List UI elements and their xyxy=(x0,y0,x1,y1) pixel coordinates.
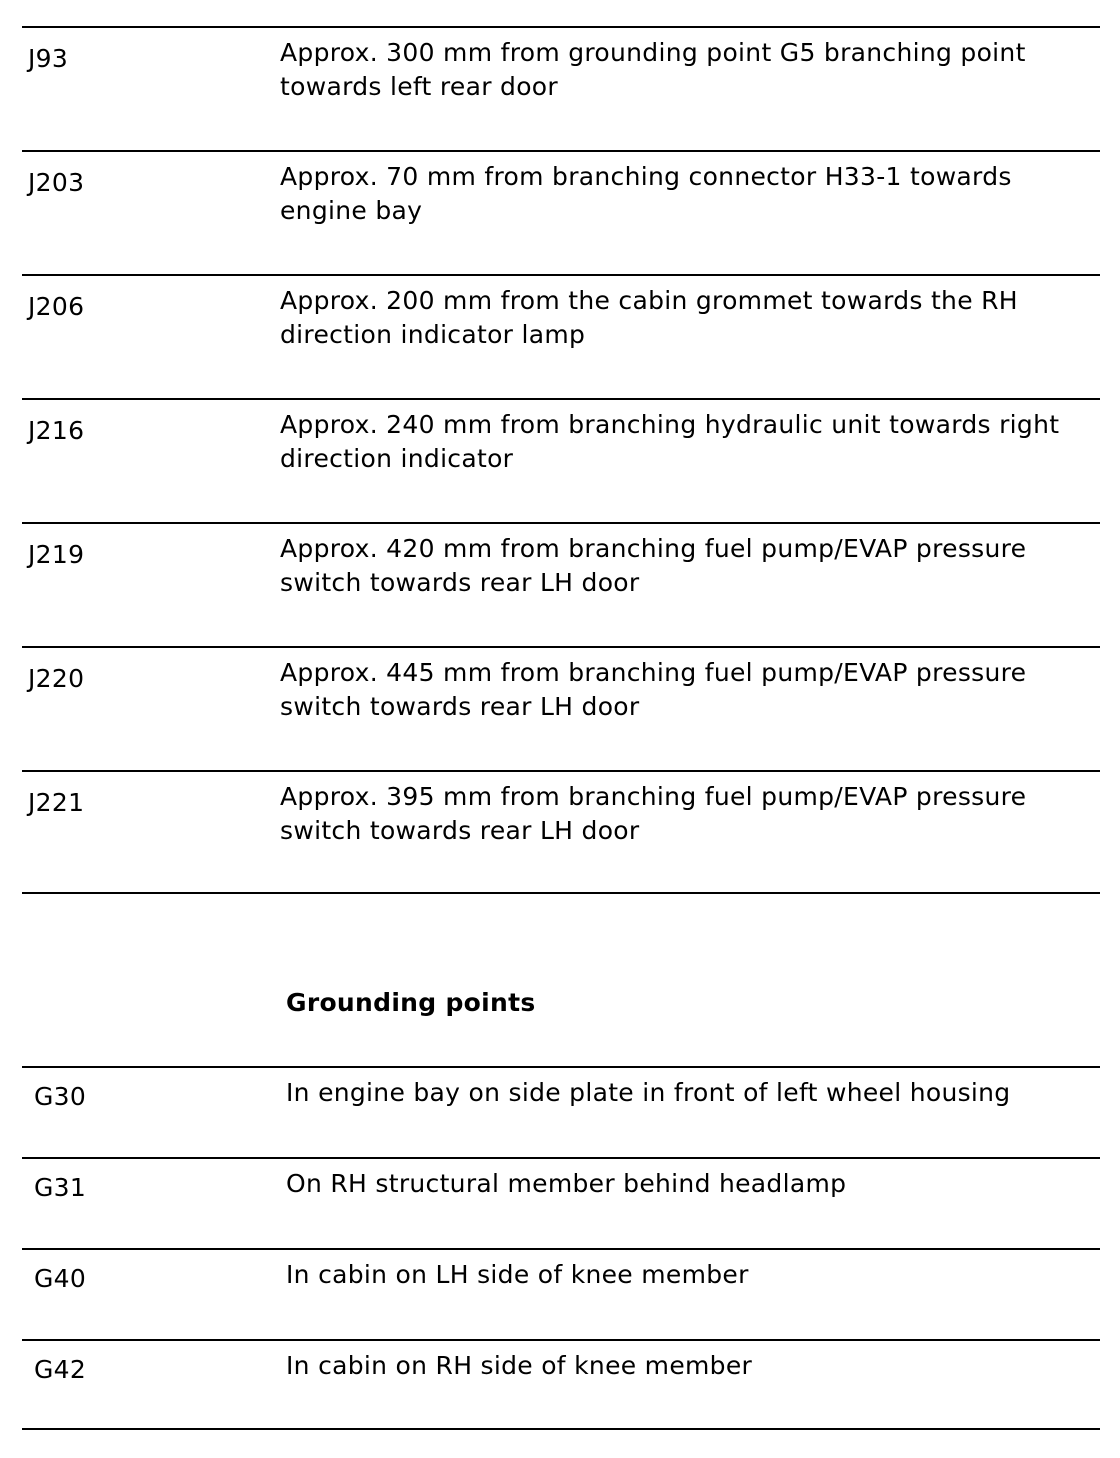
table-row xyxy=(22,770,1100,894)
table-row xyxy=(22,522,1100,646)
ground-description: In engine bay on side plate in front of left wheel housing xyxy=(286,1078,1011,1107)
table-row xyxy=(22,1248,1100,1339)
junction-table xyxy=(22,26,1100,894)
junction-code: J93 xyxy=(28,44,69,73)
ground-code: G31 xyxy=(34,1173,87,1202)
table-row xyxy=(22,1157,1100,1248)
junction-description: Approx. 420 mm from branching fuel pump/EVAP pressure switch towards rear LH door xyxy=(280,534,1027,597)
table-row xyxy=(22,1339,1100,1430)
ground-description: In cabin on RH side of knee member xyxy=(286,1351,753,1380)
table-row xyxy=(22,274,1100,398)
ground-description: In cabin on LH side of knee member xyxy=(286,1260,749,1289)
junction-code: J206 xyxy=(28,292,85,321)
ground-code: G42 xyxy=(34,1355,87,1384)
ground-code: G30 xyxy=(34,1082,87,1111)
table-row xyxy=(22,26,1100,150)
table-row xyxy=(22,646,1100,770)
table-row xyxy=(22,398,1100,522)
junction-description: Approx. 445 mm from branching fuel pump/EVAP pressure switch towards rear LH door xyxy=(280,658,1027,721)
junction-description: Approx. 300 mm from grounding point G5 branching point towards left rear door xyxy=(280,38,1026,101)
junction-code: J216 xyxy=(28,416,85,445)
table-row xyxy=(22,150,1100,274)
junction-description: Approx. 240 mm from branching hydraulic unit towards right direction indicator xyxy=(280,410,1060,473)
grounding-table xyxy=(22,1066,1100,1430)
junction-description: Approx. 200 mm from the cabin grommet towards the RH direction indicator lamp xyxy=(280,286,1018,349)
junction-description: Approx. 70 mm from branching connector H33-1 towards engine bay xyxy=(280,162,1012,225)
junction-code: J221 xyxy=(28,788,85,817)
junction-code: J219 xyxy=(28,540,85,569)
junction-code: J203 xyxy=(28,168,85,197)
table-row xyxy=(22,1066,1100,1157)
junction-code: J220 xyxy=(28,664,85,693)
junction-description: Approx. 395 mm from branching fuel pump/EVAP pressure switch towards rear LH door xyxy=(280,782,1027,845)
ground-code: G40 xyxy=(34,1264,87,1293)
ground-description: On RH structural member behind headlamp xyxy=(286,1169,847,1198)
section-heading: Grounding points xyxy=(286,988,536,1017)
